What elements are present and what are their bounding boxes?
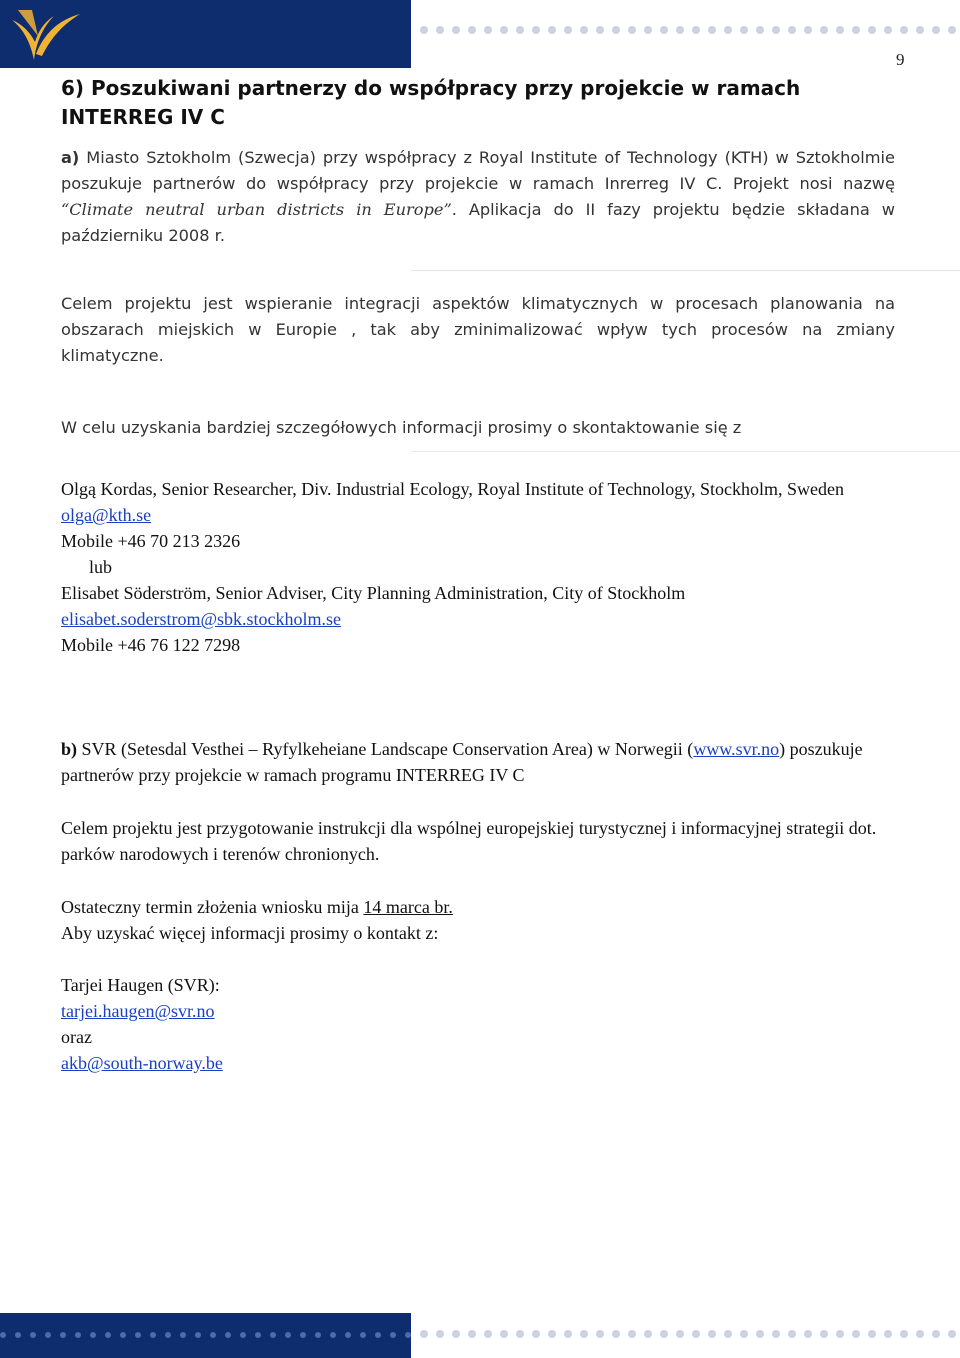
contact-intro-text: W celu uzyskania bardziej szczegółowych informacji prosimy o skontaktowanie się z	[61, 418, 742, 437]
footer-band-dots	[0, 1332, 411, 1340]
contact1-email-link[interactable]: olga@kth.se	[61, 505, 152, 525]
item-a-goal	[61, 291, 895, 369]
deadline-date: 14 marca br.	[363, 897, 453, 917]
item-a-contacts	[61, 476, 895, 658]
item-b-contact-intro: Aby uzyskać więcej informacji prosimy o kontakt z:	[61, 923, 439, 943]
item-b-contact-name: Tarjei Haugen (SVR):	[61, 975, 220, 995]
contact1-name: Olgą Kordas, Senior Researcher, Div. Industrial Ecology, Royal Institute of Technology, Stockholm, Sweden	[61, 479, 845, 499]
contact2-email-link[interactable]: elisabet.soderstrom@sbk.stockholm.se	[61, 609, 342, 629]
item-b-label: b)	[61, 739, 78, 759]
item-b-org: SVR (Setesdal Vesthei – Ryfylkeheiane Landscape Conservation Area) w Norwegii (	[77, 739, 694, 759]
item-b-paragraph	[61, 736, 895, 788]
svr-website-link[interactable]: www.svr.no	[693, 739, 780, 759]
item-b-deadline	[61, 894, 895, 946]
section-title: 6) Poszukiwani partnerzy do współpracy przy projekcie w ramach INTERREG IV C	[61, 76, 801, 129]
item-a-intro-text: Miasto Sztokholm (Szwecja) przy współpracy z Royal Institute of Technology (KTH) w Sztokholmie poszukuje partnerów do współpracy przy projekcie w ramach Inrerreg IV C. Projekt nosi nazwę	[61, 148, 895, 193]
and-text: oraz	[61, 1027, 92, 1047]
item-b-goal-text: Celem projektu jest przygotowanie instrukcji dla wspólnej europejskiej turystycznej i informacyjnej strategii dot. parków narodowych i terenów chronionych.	[61, 818, 877, 864]
item-b-contact-email2-link[interactable]: akb@south-norway.be	[61, 1053, 223, 1073]
item-b-contacts	[61, 972, 895, 1076]
item-a-paragraph	[61, 145, 895, 249]
item-b-contact-email-link[interactable]: tarjei.haugen@svr.no	[61, 1001, 215, 1021]
deadline-text: Ostateczny termin złożenia wniosku mija	[61, 897, 364, 917]
footer-dot-pattern	[420, 1330, 960, 1340]
or-text: lub	[89, 557, 113, 577]
header-band	[0, 0, 411, 68]
separator-line	[411, 451, 960, 452]
deadline-line	[61, 894, 895, 920]
item-a-goal-text: Celem projektu jest wspieranie integracji aspektów klimatycznych w procesach planowania na obszarach miejskich w Europie , tak aby zminimalizować wpływ tych procesów na zmiany klimatyczne.	[61, 294, 895, 365]
header-dot-pattern	[420, 26, 960, 36]
contact1-phone: Mobile +46 70 213 2326	[61, 531, 241, 551]
project-name: “Climate neutral urban districts in Europe”	[61, 200, 452, 219]
logo-icon	[8, 6, 84, 64]
item-a-intro	[61, 145, 895, 249]
item-b-intro	[61, 736, 895, 788]
page-number: 9	[896, 50, 905, 69]
section-title-block	[61, 74, 895, 132]
item-b-goal	[61, 815, 895, 867]
contact2-name: Elisabet Söderström, Senior Adviser, City Planning Administration, City of Stockholm	[61, 583, 686, 603]
separator-line	[411, 270, 960, 271]
contact2-phone: Mobile +46 76 122 7298	[61, 635, 241, 655]
item-a-contact-intro	[61, 415, 895, 441]
item-b-org-tail: ) poszukuje partnerów przy projekcie w ramach programu INTERREG IV C	[61, 739, 863, 785]
item-a-label: a)	[61, 148, 80, 167]
item-a-intro-tail: . Aplikacja do II fazy projektu będzie składana w październiku 2008 r.	[61, 200, 895, 245]
